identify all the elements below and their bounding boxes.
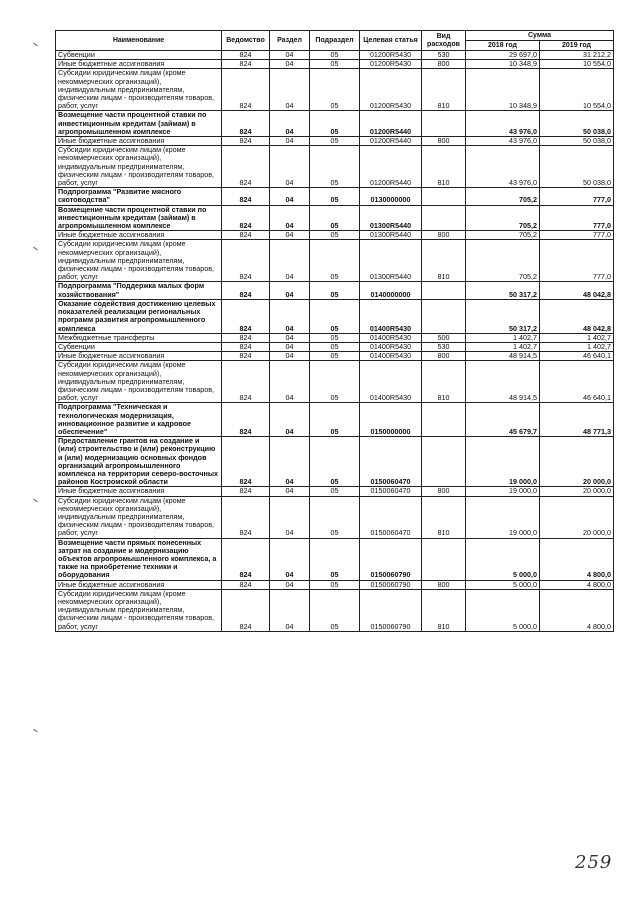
col-header-exptype: Вид расходов <box>422 31 466 51</box>
cell-target: 0150060790 <box>360 538 422 580</box>
cell-subsection: 05 <box>310 69 360 111</box>
cell-target: 01200R5430 <box>360 51 422 60</box>
cell-name: Подпрограмма "Развитие мясного скотоводства" <box>56 188 222 205</box>
cell-2018: 50 317,2 <box>466 299 540 333</box>
table-row <box>56 282 614 299</box>
cell-section: 04 <box>270 240 310 282</box>
cell-2019: 48 771,3 <box>540 403 614 437</box>
cell-name: Предоставление грантов на создание и (или) строительство и (или) реконструкцию и (или) модернизацию основных фондов организаций агропромышленного комплекса на территории северо-восточных районов Костромской области <box>56 437 222 487</box>
cell-2018: 1 402,7 <box>466 342 540 351</box>
cell-2018: 48 914,5 <box>466 352 540 361</box>
cell-target: 01300R5440 <box>360 205 422 231</box>
cell-exptype: 530 <box>422 51 466 60</box>
table-row <box>56 352 614 361</box>
col-header-subsection: Подраздел <box>310 31 360 51</box>
cell-exptype: 810 <box>422 69 466 111</box>
cell-target: 0150060790 <box>360 589 422 631</box>
cell-section: 04 <box>270 137 310 146</box>
cell-exptype: 800 <box>422 60 466 69</box>
cell-exptype <box>422 299 466 333</box>
cell-dept: 824 <box>222 361 270 403</box>
cell-subsection: 05 <box>310 60 360 69</box>
cell-dept: 824 <box>222 496 270 538</box>
cell-subsection: 05 <box>310 580 360 589</box>
cell-dept: 824 <box>222 487 270 496</box>
cell-2018: 5 000,0 <box>466 589 540 631</box>
table-row <box>56 51 614 60</box>
cell-2018: 19 000,0 <box>466 496 540 538</box>
cell-subsection: 05 <box>310 188 360 205</box>
cell-2018: 1 402,7 <box>466 333 540 342</box>
cell-exptype <box>422 403 466 437</box>
cell-section: 04 <box>270 580 310 589</box>
cell-section: 04 <box>270 437 310 487</box>
col-header-section: Раздел <box>270 31 310 51</box>
cell-section: 04 <box>270 352 310 361</box>
table-row <box>56 205 614 231</box>
cell-section: 04 <box>270 69 310 111</box>
cell-exptype: 810 <box>422 589 466 631</box>
margin-mark <box>33 247 38 251</box>
cell-target: 0150060470 <box>360 437 422 487</box>
cell-2018: 43 976,0 <box>466 146 540 188</box>
cell-2019: 10 554,0 <box>540 69 614 111</box>
table-row <box>56 188 614 205</box>
cell-target: 01200R5440 <box>360 111 422 137</box>
cell-name: Иные бюджетные ассигнования <box>56 137 222 146</box>
cell-dept: 824 <box>222 60 270 69</box>
table-row <box>56 589 614 631</box>
margin-mark <box>33 729 38 733</box>
cell-2018: 5 000,0 <box>466 580 540 589</box>
cell-2018: 43 976,0 <box>466 137 540 146</box>
cell-subsection: 05 <box>310 333 360 342</box>
cell-subsection: 05 <box>310 231 360 240</box>
cell-name: Возмещение части процентной ставки по инвестиционным кредитам (займам) в агропромышленном комплексе <box>56 111 222 137</box>
cell-dept: 824 <box>222 51 270 60</box>
cell-2019: 4 800,0 <box>540 589 614 631</box>
cell-target: 0150060470 <box>360 487 422 496</box>
cell-dept: 824 <box>222 69 270 111</box>
cell-subsection: 05 <box>310 487 360 496</box>
cell-2018: 19 000,0 <box>466 437 540 487</box>
cell-dept: 824 <box>222 333 270 342</box>
cell-2018: 705,2 <box>466 240 540 282</box>
table-row <box>56 137 614 146</box>
cell-dept: 824 <box>222 342 270 351</box>
cell-subsection: 05 <box>310 205 360 231</box>
cell-2018: 5 000,0 <box>466 538 540 580</box>
cell-target: 01200R5430 <box>360 60 422 69</box>
cell-target: 0150060470 <box>360 496 422 538</box>
cell-exptype: 810 <box>422 496 466 538</box>
table-row <box>56 496 614 538</box>
cell-2019: 10 554,0 <box>540 60 614 69</box>
cell-exptype: 800 <box>422 487 466 496</box>
cell-2019: 20 000,0 <box>540 487 614 496</box>
cell-subsection: 05 <box>310 342 360 351</box>
cell-name: Межбюджетные трансферты <box>56 333 222 342</box>
cell-dept: 824 <box>222 205 270 231</box>
cell-dept: 824 <box>222 403 270 437</box>
table-row <box>56 580 614 589</box>
col-header-name: Наименование <box>56 31 222 51</box>
budget-table <box>55 30 614 632</box>
cell-exptype: 810 <box>422 146 466 188</box>
table-row <box>56 361 614 403</box>
col-header-sum: Сумма <box>466 31 614 41</box>
cell-exptype: 800 <box>422 231 466 240</box>
table-row <box>56 240 614 282</box>
cell-subsection: 05 <box>310 299 360 333</box>
page-number: 259 <box>575 852 613 873</box>
cell-name: Иные бюджетные ассигнования <box>56 580 222 589</box>
col-header-dept: Ведомство <box>222 31 270 51</box>
cell-dept: 824 <box>222 589 270 631</box>
cell-dept: 824 <box>222 188 270 205</box>
cell-2019: 20 000,0 <box>540 496 614 538</box>
cell-2018: 705,2 <box>466 231 540 240</box>
margin-mark <box>33 499 38 503</box>
cell-section: 04 <box>270 51 310 60</box>
table-row <box>56 69 614 111</box>
cell-exptype <box>422 188 466 205</box>
cell-exptype <box>422 437 466 487</box>
cell-name: Субвенции <box>56 51 222 60</box>
cell-dept: 824 <box>222 437 270 487</box>
cell-name: Возмещение части процентной ставки по инвестиционным кредитам (займам) в агропромышленном комплексе <box>56 205 222 231</box>
cell-dept: 824 <box>222 352 270 361</box>
cell-target: 01200R5440 <box>360 146 422 188</box>
cell-target: 01300R5440 <box>360 240 422 282</box>
cell-dept: 824 <box>222 580 270 589</box>
table-row <box>56 60 614 69</box>
cell-exptype: 530 <box>422 342 466 351</box>
cell-target: 01400R5430 <box>360 361 422 403</box>
cell-2019: 777,0 <box>540 205 614 231</box>
cell-name: Субсидии юридическим лицам (кроме некоммерческих организаций), индивидуальным предпринимателям, физическим лицам - производителям товаров, работ, услуг <box>56 146 222 188</box>
cell-exptype: 810 <box>422 361 466 403</box>
cell-exptype: 800 <box>422 352 466 361</box>
cell-2018: 705,2 <box>466 188 540 205</box>
cell-exptype <box>422 205 466 231</box>
table-row <box>56 403 614 437</box>
cell-2018: 10 348,9 <box>466 60 540 69</box>
cell-2019: 31 212,2 <box>540 51 614 60</box>
cell-2019: 50 038,0 <box>540 137 614 146</box>
cell-2019: 4 800,0 <box>540 538 614 580</box>
cell-subsection: 05 <box>310 589 360 631</box>
cell-exptype: 800 <box>422 137 466 146</box>
cell-name: Возмещение части прямых понесенных затрат на создание и модернизацию объектов агропромышленного комплекса, а также на приобретение техники и оборудования <box>56 538 222 580</box>
cell-section: 04 <box>270 111 310 137</box>
cell-2019: 46 640,1 <box>540 352 614 361</box>
cell-name: Иные бюджетные ассигнования <box>56 487 222 496</box>
cell-section: 04 <box>270 589 310 631</box>
cell-section: 04 <box>270 538 310 580</box>
cell-target: 01300R5440 <box>360 231 422 240</box>
cell-target: 01400R5430 <box>360 352 422 361</box>
cell-name: Субсидии юридическим лицам (кроме некоммерческих организаций), индивидуальным предпринимателям, физическим лицам - производителям товаров, работ, услуг <box>56 496 222 538</box>
cell-2019: 48 042,8 <box>540 282 614 299</box>
col-header-2019: 2019 год <box>540 41 614 51</box>
cell-name: Субсидии юридическим лицам (кроме некоммерческих организаций), индивидуальным предпринимателям, физическим лицам - производителям товаров, работ, услуг <box>56 589 222 631</box>
table-header <box>56 31 614 51</box>
cell-subsection: 05 <box>310 146 360 188</box>
cell-section: 04 <box>270 282 310 299</box>
cell-exptype <box>422 282 466 299</box>
cell-name: Субсидии юридическим лицам (кроме некоммерческих организаций), индивидуальным предпринимателям, физическим лицам - производителям товаров, работ, услуг <box>56 240 222 282</box>
table-row <box>56 342 614 351</box>
cell-subsection: 05 <box>310 361 360 403</box>
col-header-target: Целевая статья <box>360 31 422 51</box>
cell-section: 04 <box>270 299 310 333</box>
cell-2018: 19 000,0 <box>466 487 540 496</box>
cell-subsection: 05 <box>310 403 360 437</box>
table-row <box>56 437 614 487</box>
cell-target: 0130000000 <box>360 188 422 205</box>
cell-target: 01400R5430 <box>360 333 422 342</box>
cell-exptype: 810 <box>422 240 466 282</box>
cell-dept: 824 <box>222 299 270 333</box>
cell-target: 0140000000 <box>360 282 422 299</box>
cell-name: Субсидии юридическим лицам (кроме некоммерческих организаций), индивидуальным предпринимателям, физическим лицам - производителям товаров, работ, услуг <box>56 361 222 403</box>
cell-subsection: 05 <box>310 538 360 580</box>
cell-subsection: 05 <box>310 496 360 538</box>
cell-2019: 4 800,0 <box>540 580 614 589</box>
cell-section: 04 <box>270 487 310 496</box>
cell-name: Оказание содействия достижению целевых показателей реализации региональных программ развития агропромышленного комплекса <box>56 299 222 333</box>
cell-subsection: 05 <box>310 137 360 146</box>
cell-2019: 1 402,7 <box>540 342 614 351</box>
cell-section: 04 <box>270 361 310 403</box>
cell-section: 04 <box>270 403 310 437</box>
table-row <box>56 299 614 333</box>
cell-section: 04 <box>270 188 310 205</box>
cell-target: 01200R5430 <box>360 69 422 111</box>
cell-target: 01400R5430 <box>360 342 422 351</box>
cell-subsection: 05 <box>310 111 360 137</box>
table-row <box>56 231 614 240</box>
cell-2018: 705,2 <box>466 205 540 231</box>
cell-target: 0150000000 <box>360 403 422 437</box>
cell-2018: 43 976,0 <box>466 111 540 137</box>
cell-target: 0150060790 <box>360 580 422 589</box>
cell-section: 04 <box>270 205 310 231</box>
cell-dept: 824 <box>222 137 270 146</box>
cell-name: Подпрограмма "Техническая и технологическая модернизация, инновационное развитие и кадровое обеспечение" <box>56 403 222 437</box>
cell-subsection: 05 <box>310 437 360 487</box>
table-row <box>56 487 614 496</box>
col-header-2018: 2018 год <box>466 41 540 51</box>
table-row <box>56 333 614 342</box>
table-row <box>56 538 614 580</box>
table-row <box>56 146 614 188</box>
cell-target: 01200R5440 <box>360 137 422 146</box>
cell-2018: 29 697,0 <box>466 51 540 60</box>
margin-mark <box>33 43 38 47</box>
cell-2018: 48 914,5 <box>466 361 540 403</box>
cell-section: 04 <box>270 146 310 188</box>
cell-section: 04 <box>270 60 310 69</box>
cell-2018: 10 348,9 <box>466 69 540 111</box>
cell-2019: 50 038,0 <box>540 146 614 188</box>
cell-target: 01400R5430 <box>360 299 422 333</box>
cell-section: 04 <box>270 342 310 351</box>
cell-dept: 824 <box>222 282 270 299</box>
cell-exptype: 800 <box>422 580 466 589</box>
cell-2019: 777,0 <box>540 188 614 205</box>
cell-2019: 1 402,7 <box>540 333 614 342</box>
cell-subsection: 05 <box>310 352 360 361</box>
cell-2019: 777,0 <box>540 231 614 240</box>
cell-dept: 824 <box>222 240 270 282</box>
cell-section: 04 <box>270 333 310 342</box>
cell-2019: 46 640,1 <box>540 361 614 403</box>
cell-dept: 824 <box>222 231 270 240</box>
cell-dept: 824 <box>222 146 270 188</box>
cell-name: Иные бюджетные ассигнования <box>56 231 222 240</box>
cell-2019: 50 038,0 <box>540 111 614 137</box>
cell-2019: 48 042,8 <box>540 299 614 333</box>
table-row <box>56 111 614 137</box>
cell-name: Субвенции <box>56 342 222 351</box>
cell-subsection: 05 <box>310 282 360 299</box>
cell-dept: 824 <box>222 111 270 137</box>
cell-exptype <box>422 111 466 137</box>
cell-exptype: 500 <box>422 333 466 342</box>
cell-dept: 824 <box>222 538 270 580</box>
cell-subsection: 05 <box>310 51 360 60</box>
cell-exptype <box>422 538 466 580</box>
cell-section: 04 <box>270 231 310 240</box>
cell-2019: 20 000,0 <box>540 437 614 487</box>
cell-2019: 777,0 <box>540 240 614 282</box>
cell-name: Иные бюджетные ассигнования <box>56 352 222 361</box>
table-body <box>56 51 614 632</box>
cell-2018: 50 317,2 <box>466 282 540 299</box>
cell-subsection: 05 <box>310 240 360 282</box>
cell-name: Подпрограмма "Поддержка малых форм хозяйствования" <box>56 282 222 299</box>
cell-2018: 45 679,7 <box>466 403 540 437</box>
cell-name: Субсидии юридическим лицам (кроме некоммерческих организаций), индивидуальным предпринимателям, физическим лицам - производителям товаров, работ, услуг <box>56 69 222 111</box>
cell-name: Иные бюджетные ассигнования <box>56 60 222 69</box>
cell-section: 04 <box>270 496 310 538</box>
